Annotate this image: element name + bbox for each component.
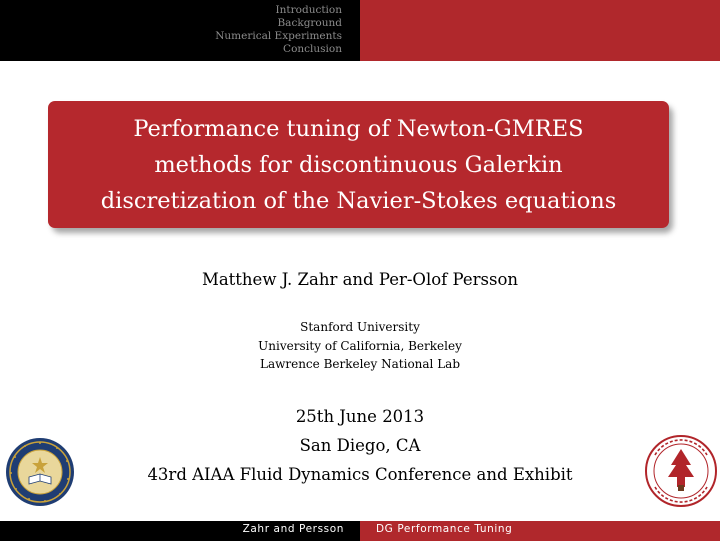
section-nav: [215, 4, 342, 56]
event-conference: 43rd AIAA Fluid Dynamics Conference and Exhibit: [147, 465, 573, 484]
footer-author-bar: [0, 521, 360, 541]
title-box: [48, 101, 669, 228]
header-accent-bar: [360, 0, 720, 61]
stanford-seal-icon: [645, 435, 717, 507]
title-line-1: Performance tuning of Newton-GMRES: [133, 115, 584, 142]
nav-item-conclusion[interactable]: Conclusion: [283, 43, 342, 55]
institutes: [0, 318, 720, 374]
uc-berkeley-seal-icon: [5, 437, 75, 507]
header-nav-bar: [0, 0, 360, 61]
event-location: San Diego, CA: [299, 436, 421, 455]
title-line-3: discretization of the Navier-Stokes equations: [100, 187, 617, 214]
title-line-2: methods for discontinuous Galerkin: [154, 151, 563, 178]
event-info: [0, 402, 720, 489]
authors: Matthew J. Zahr and Per-Olof Persson: [201, 270, 519, 289]
event-date: 25th June 2013: [295, 407, 425, 426]
nav-item-background[interactable]: Background: [277, 17, 342, 29]
nav-item-introduction[interactable]: Introduction: [275, 4, 342, 16]
institute-berkeley: University of California, Berkeley: [258, 338, 462, 353]
slide-title: [101, 111, 617, 219]
footer-short-title: DG Performance Tuning: [376, 523, 513, 535]
nav-item-numerical-experiments[interactable]: Numerical Experiments: [215, 30, 342, 42]
footer-authors: Zahr and Persson: [242, 523, 344, 535]
institute-lbnl: Lawrence Berkeley National Lab: [259, 357, 461, 371]
institute-stanford: Stanford University: [300, 320, 420, 334]
footer-title-bar: [360, 521, 720, 541]
